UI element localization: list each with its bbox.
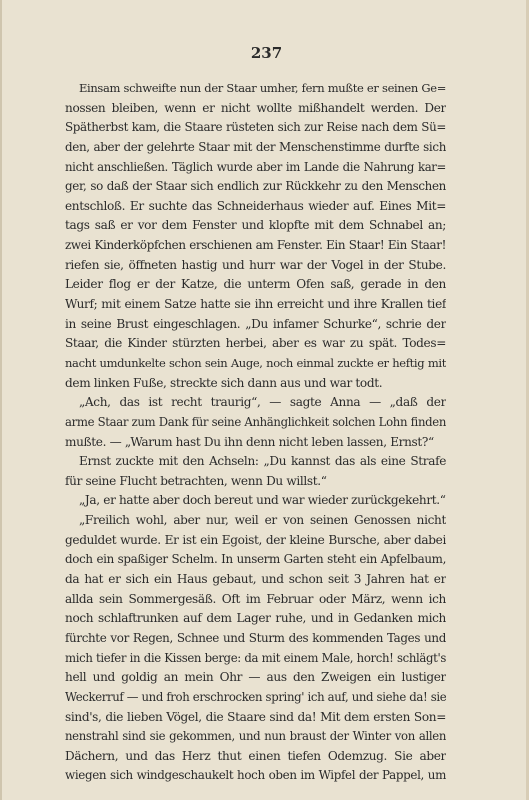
text-line: nossen bleiben, wenn er nicht wollte mißhandelt werden. Der xyxy=(65,100,446,115)
text-line: entschloß. Er suchte das Schneiderhaus wieder auf. Eines Mit= xyxy=(65,198,446,213)
text-line: „Freilich wohl, aber nur, weil er von seinen Genossen nicht xyxy=(79,513,446,528)
text-line: noch schlaftrunken auf dem Lager ruhe, und in Gedanken mich xyxy=(65,611,446,626)
text-line: tags saß er vor dem Fenster und klopfte mit dem Schnabel an; xyxy=(65,218,446,233)
text-line: dem linken Fuße, streckte sich dann aus und war todt. xyxy=(65,375,383,390)
text-line: wiegen sich windgeschaukelt hoch oben im Wipfel der Pappel, um xyxy=(65,768,446,783)
text-line: allda sein Sommergesäß. Oft im Februar oder März, wenn ich xyxy=(65,591,446,606)
text-line: Wurf; mit einem Satze hatte sie ihn erreicht und ihre Krallen tief xyxy=(65,297,446,312)
text-line: nenstrahl sind sie gekommen, und nun braust der Winter von allen xyxy=(65,729,446,744)
text-line: Spätherbst kam, die Staare rüsteten sich zur Reise nach dem Sü= xyxy=(65,120,446,135)
text-line: doch ein spaßiger Schelm. In unserm Garten steht ein Apfelbaum, xyxy=(65,552,446,567)
text-line: da hat er sich ein Haus gebaut, und schon seit 3 Jahren hat er xyxy=(65,572,446,587)
text-line: geduldet wurde. Er ist ein Egoist, der kleine Bursche, aber dabei xyxy=(65,532,446,547)
text-line: Ernst zuckte mit den Achseln: „Du kannst das als eine Strafe xyxy=(79,454,446,469)
text-line: hell und goldig an mein Ohr — aus den Zweigen ein lustiger xyxy=(65,670,446,685)
text-line: zwei Kinderköpfchen erschienen am Fenster. Ein Staar! Ein Staar! xyxy=(65,238,446,253)
text-line: den, aber der gelehrte Staar mit der Menschenstimme durfte sich xyxy=(65,139,446,154)
text-line: Staar, die Kinder stürzten herbei, aber es war zu spät. Todes= xyxy=(65,336,446,351)
text-line: in seine Brust eingeschlagen. „Du infamer Schurke“, schrie der xyxy=(65,316,446,331)
text-line: mich tiefer in die Kissen berge: da mit einem Male, horch! schlägt's xyxy=(65,650,446,665)
text-line: fürchte vor Regen, Schnee und Sturm des kommenden Tages und xyxy=(65,630,446,645)
text-line: „Ja, er hatte aber doch bereut und war wieder zurückgekehrt.“ xyxy=(79,493,446,508)
text-line: Dächern, und das Herz thut einen tiefen Odemzug. Sie aber xyxy=(65,748,446,763)
text-line: „Ach, das ist recht traurig“, — sagte Anna — „daß der xyxy=(79,395,446,410)
text-line: nacht umdunkelte schon sein Auge, noch einmal zuckte er heftig mit xyxy=(65,355,446,370)
text-line: sind's, die lieben Vögel, die Staare sind da! Mit dem ersten Son= xyxy=(65,709,446,724)
text-line: riefen sie, öffneten hastig und hurr war der Vogel in der Stube. xyxy=(65,257,446,272)
text-line: nicht anschließen. Täglich wurde aber im Lande die Nahrung kar= xyxy=(65,159,446,174)
text-line: Leider flog er der Katze, die unterm Ofen saß, gerade in den xyxy=(65,277,446,292)
text-line: Einsam schweifte nun der Staar umher, fern mußte er seinen Ge= xyxy=(79,81,446,95)
body-text xyxy=(65,79,446,786)
text-line: Weckerruf — und froh erschrocken spring' ich auf, und siehe da! sie xyxy=(65,689,446,704)
text-line: mußte. — „Warum hast Du ihn denn nicht leben lassen, Ernst?“ xyxy=(65,434,434,449)
text-line: arme Staar zum Dank für seine Anhänglichkeit solchen Lohn finden xyxy=(65,414,446,429)
page-number: 237 xyxy=(250,44,283,62)
text-line: ger, so daß der Staar sich endlich zur Rückkehr zu den Menschen xyxy=(65,179,446,194)
text-line: für seine Flucht betrachten, wenn Du willst.“ xyxy=(65,473,327,488)
